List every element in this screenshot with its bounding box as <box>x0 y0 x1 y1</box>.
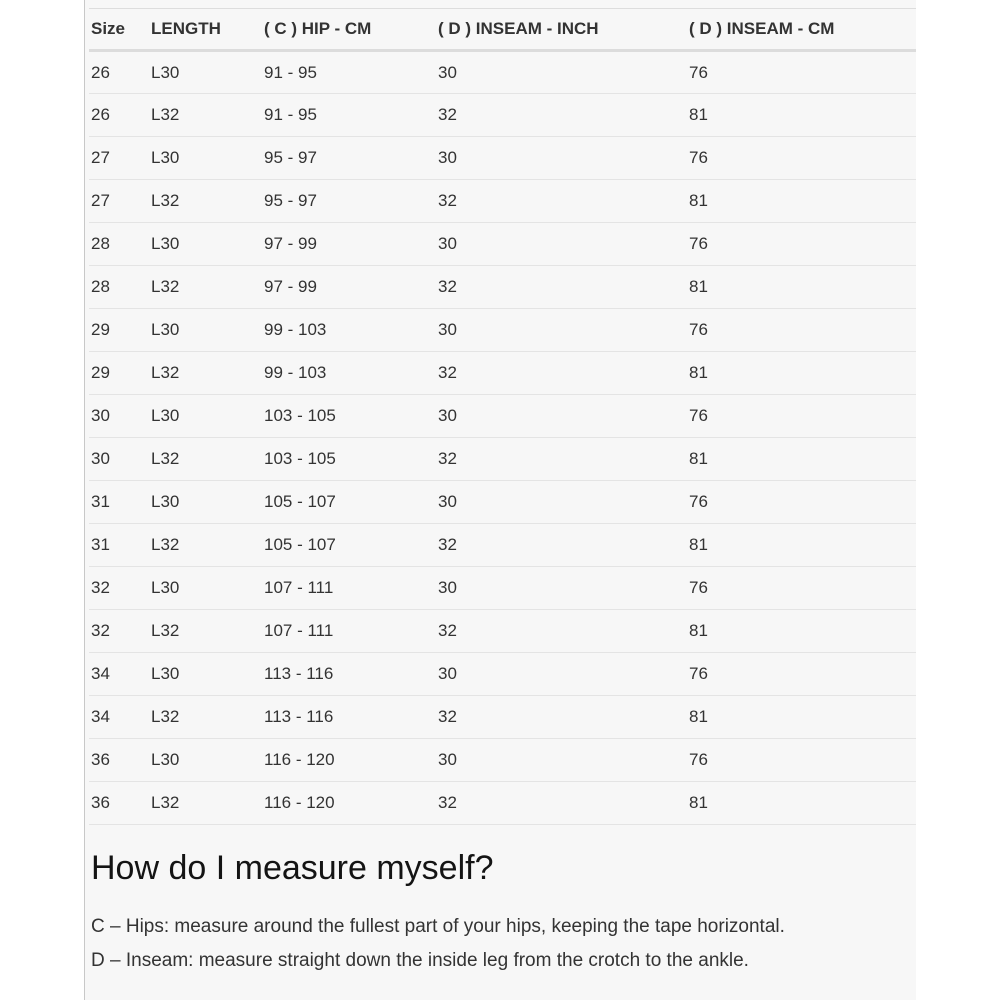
table-cell: 76 <box>687 309 916 352</box>
table-cell: 103 - 105 <box>262 438 436 481</box>
table-cell: 95 - 97 <box>262 137 436 180</box>
table-cell: L32 <box>149 352 262 395</box>
table-cell: 113 - 116 <box>262 696 436 739</box>
table-cell: 81 <box>687 696 916 739</box>
table-cell: 91 - 95 <box>262 94 436 137</box>
table-cell: 29 <box>89 352 149 395</box>
size-table-body <box>89 51 916 825</box>
table-cell: 105 - 107 <box>262 524 436 567</box>
table-cell: L30 <box>149 739 262 782</box>
table-cell: 32 <box>89 567 149 610</box>
table-cell: 30 <box>436 309 687 352</box>
table-cell: 32 <box>436 266 687 309</box>
table-cell: 36 <box>89 782 149 825</box>
table-cell: 81 <box>687 610 916 653</box>
table-cell: 76 <box>687 567 916 610</box>
table-cell: 32 <box>436 438 687 481</box>
table-cell: 81 <box>687 266 916 309</box>
table-cell: 30 <box>436 51 687 94</box>
measure-section-heading: How do I measure myself? <box>91 849 494 887</box>
table-cell: 30 <box>436 223 687 266</box>
table-row <box>89 309 916 352</box>
table-row <box>89 94 916 137</box>
table-cell: 81 <box>687 782 916 825</box>
table-cell: 76 <box>687 395 916 438</box>
table-cell: 99 - 103 <box>262 309 436 352</box>
table-row <box>89 696 916 739</box>
table-cell: 97 - 99 <box>262 223 436 266</box>
table-row <box>89 739 916 782</box>
table-cell: 76 <box>687 481 916 524</box>
table-row <box>89 653 916 696</box>
table-cell: 76 <box>687 137 916 180</box>
table-cell: L30 <box>149 309 262 352</box>
table-cell: 32 <box>436 696 687 739</box>
table-cell: 81 <box>687 352 916 395</box>
table-cell: 81 <box>687 524 916 567</box>
table-row <box>89 266 916 309</box>
table-cell: 91 - 95 <box>262 51 436 94</box>
table-cell: 32 <box>436 94 687 137</box>
column-header-size: Size <box>89 9 149 51</box>
table-cell: 76 <box>687 653 916 696</box>
table-cell: 113 - 116 <box>262 653 436 696</box>
table-cell: 76 <box>687 223 916 266</box>
table-cell: 103 - 105 <box>262 395 436 438</box>
table-cell: 28 <box>89 266 149 309</box>
table-row <box>89 610 916 653</box>
table-row <box>89 524 916 567</box>
measure-instruction-hips: C – Hips: measure around the fullest part of your hips, keeping the tape horizontal. <box>91 916 785 938</box>
table-cell: L32 <box>149 94 262 137</box>
table-cell: 30 <box>436 653 687 696</box>
table-row <box>89 180 916 223</box>
table-cell: 99 - 103 <box>262 352 436 395</box>
size-chart-table <box>89 8 916 825</box>
table-cell: 76 <box>687 739 916 782</box>
table-cell: L32 <box>149 180 262 223</box>
table-cell: 32 <box>436 524 687 567</box>
table-cell: 29 <box>89 309 149 352</box>
table-cell: 76 <box>687 51 916 94</box>
table-cell: 107 - 111 <box>262 610 436 653</box>
table-cell: 34 <box>89 696 149 739</box>
table-cell: 107 - 111 <box>262 567 436 610</box>
table-cell: L30 <box>149 223 262 266</box>
table-row <box>89 137 916 180</box>
table-cell: 27 <box>89 137 149 180</box>
column-header-inseam-cm: ( D ) INSEAM - CM <box>687 9 916 51</box>
table-row <box>89 481 916 524</box>
table-cell: L32 <box>149 524 262 567</box>
table-cell: L32 <box>149 438 262 481</box>
table-cell: 36 <box>89 739 149 782</box>
table-cell: 116 - 120 <box>262 782 436 825</box>
table-cell: 97 - 99 <box>262 266 436 309</box>
table-cell: 30 <box>436 137 687 180</box>
table-cell: 28 <box>89 223 149 266</box>
table-cell: 30 <box>436 739 687 782</box>
table-cell: 31 <box>89 524 149 567</box>
table-cell: 30 <box>89 395 149 438</box>
table-row <box>89 567 916 610</box>
table-row <box>89 395 916 438</box>
size-chart-panel <box>84 0 916 1000</box>
table-row <box>89 438 916 481</box>
table-cell: 34 <box>89 653 149 696</box>
table-cell: 81 <box>687 180 916 223</box>
size-chart-table-header <box>89 9 916 51</box>
table-cell: 105 - 107 <box>262 481 436 524</box>
table-cell: L32 <box>149 266 262 309</box>
table-cell: L30 <box>149 395 262 438</box>
table-cell: 26 <box>89 51 149 94</box>
table-cell: 30 <box>436 395 687 438</box>
table-cell: 81 <box>687 438 916 481</box>
table-cell: L30 <box>149 653 262 696</box>
table-cell: L30 <box>149 567 262 610</box>
table-cell: L32 <box>149 782 262 825</box>
table-cell: L30 <box>149 51 262 94</box>
table-cell: 32 <box>89 610 149 653</box>
table-cell: L30 <box>149 137 262 180</box>
table-cell: 32 <box>436 782 687 825</box>
table-cell: L32 <box>149 610 262 653</box>
table-cell: 32 <box>436 180 687 223</box>
table-cell: 30 <box>436 567 687 610</box>
table-cell: 81 <box>687 94 916 137</box>
table-cell: 26 <box>89 94 149 137</box>
table-cell: 116 - 120 <box>262 739 436 782</box>
table-row <box>89 352 916 395</box>
table-cell: 32 <box>436 610 687 653</box>
header-row <box>89 9 916 51</box>
table-cell: 30 <box>436 481 687 524</box>
table-cell: 32 <box>436 352 687 395</box>
table-cell: 27 <box>89 180 149 223</box>
table-cell: 95 - 97 <box>262 180 436 223</box>
table-row <box>89 51 916 94</box>
table-cell: 31 <box>89 481 149 524</box>
table-row <box>89 223 916 266</box>
column-header-length: LENGTH <box>149 9 262 51</box>
table-cell: L32 <box>149 696 262 739</box>
measure-instruction-inseam: D – Inseam: measure straight down the inside leg from the crotch to the ankle. <box>91 949 749 971</box>
table-row <box>89 782 916 825</box>
column-header-inseam-inch: ( D ) INSEAM - INCH <box>436 9 687 51</box>
table-cell: L30 <box>149 481 262 524</box>
column-header-hip-cm: ( C ) HIP - CM <box>262 9 436 51</box>
table-cell: 30 <box>89 438 149 481</box>
